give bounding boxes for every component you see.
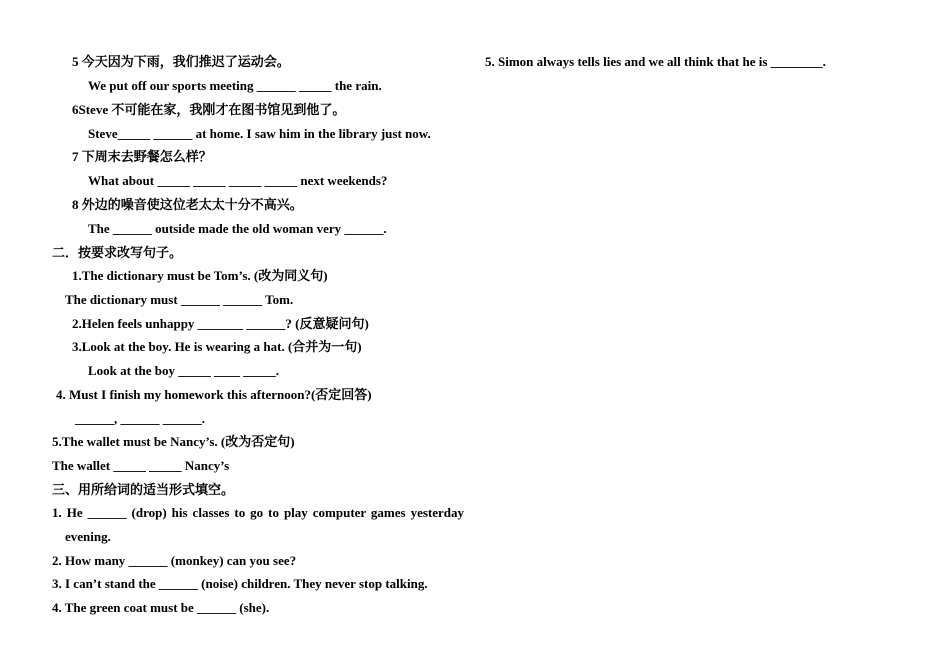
s2-q5-answer: The wallet _____ _____ Nancy’s [52,458,230,473]
q8-chinese: 8 外边的噪音使这位老太太十分不高兴。 [72,197,303,212]
section3-title: 三、用所给词的适当形式填空。 [52,482,235,497]
s3-q2: 2. How many ______ (monkey) can you see? [52,553,297,568]
section2-title: 二．按要求改写句子。 [52,245,183,260]
s2-q4: 4. Must I finish my homework this afternoon?(否定回答) [56,387,372,402]
s2-q3-answer: Look at the boy _____ ____ _____. [88,363,280,378]
q8-english: The ______ outside made the old woman very ______. [88,221,387,236]
q5-chinese: 5 今天因为下雨，我们推迟了运动会。 [72,54,290,69]
s2-q1-answer: The dictionary must ______ ______ Tom. [65,292,294,307]
s3-q1-line1: 1. He ______ (drop) his classes to go to play computer games yesterday [52,505,464,520]
s2-q4-answer: ______, ______ ______. [75,411,205,426]
q5-english: We put off our sports meeting ______ _____ the rain. [88,78,382,93]
s3-q4: 4. The green coat must be ______ (she). [52,600,270,615]
s2-q2: 2.Helen feels unhappy _______ ______? (反意疑问句) [72,316,369,331]
s2-q5: 5.The wallet must be Nancy’s. (改为否定句) [52,434,295,449]
q7-chinese: 7 下周末去野餐怎么样？ [72,149,212,164]
s3-q5: 5. Simon always tells lies and we all think that he is ________. [485,54,826,69]
s3-q3: 3. I can’t stand the ______ (noise) children. They never stop talking. [52,576,428,591]
q6-english: Steve_____ ______ at home. I saw him in the library just now. [88,126,431,141]
q6-chinese: 6Steve 不可能在家，我刚才在图书馆见到他了。 [72,102,346,117]
s2-q1: 1.The dictionary must be Tom’s. (改为同义句) [72,268,328,283]
q7-english: What about _____ _____ _____ _____ next weekends? [88,173,388,188]
s3-q1-line2: evening. [65,529,111,544]
s2-q3: 3.Look at the boy. He is wearing a hat. (合并为一句) [72,339,362,354]
